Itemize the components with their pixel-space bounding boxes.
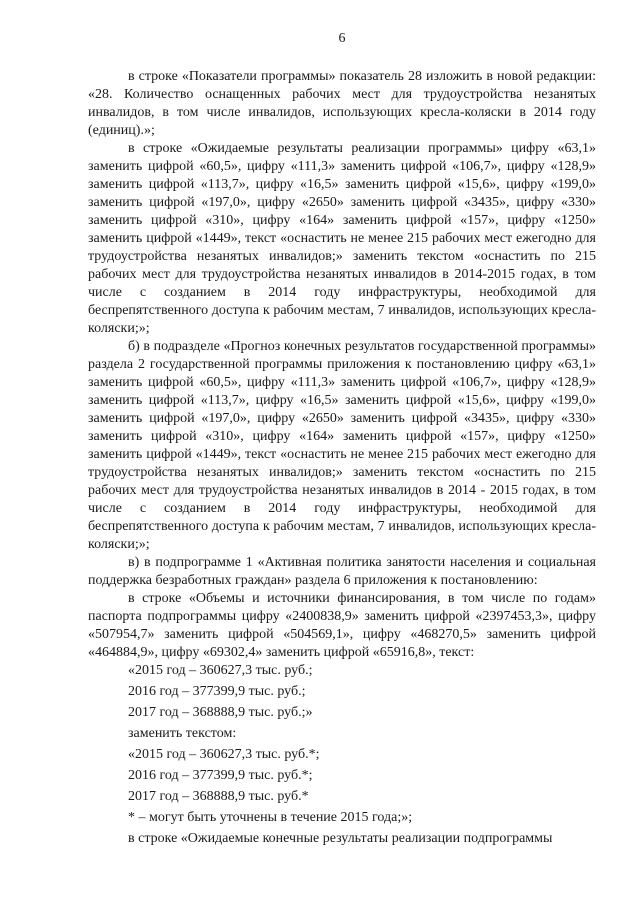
old-text-line-2016: 2016 год – 377399,9 тыс. руб.; [128, 684, 306, 699]
paragraph-final: в строке «Ожидаемые конечные результаты реализации подпрограммы [128, 831, 553, 846]
footnote-line: * – могут быть уточнены в течение 2015 года;»; [128, 810, 413, 825]
old-text-line-2017: 2017 год – 368888,9 тыс. руб.;» [128, 705, 313, 720]
new-text-line-2015: «2015 год – 360627,3 тыс. руб.*; [128, 747, 320, 762]
new-text-line-2017: 2017 год – 368888,9 тыс. руб.* [128, 789, 309, 804]
paragraph-v-subprogram: в) в подпрограмме 1 «Активная политика занятости населения и социальная поддержка безработных граждан» раздела 6 приложения к постановлению: [88, 555, 596, 588]
replace-label: заменить текстом: [128, 726, 237, 741]
paragraph-expected-results: в строке «Ожидаемые результаты реализации программы» цифру «63,1» заменить цифрой «60,5», цифру «111,3» заменить цифрой «106,7», цифру «128,9» заменить цифрой «113,7», цифру «16,5» заменить цифрой «15,6», цифру «199,0» заменить цифрой «197,0», цифру «2650» заменить цифрой «3435», цифру «330» заменить цифрой «310», цифру «164» заменить цифрой «157», цифру «1250» заменить цифрой «1449», текст «оснастить не менее 215 рабочих мест ежегодно для трудоустройства незанятых инвалидов;» заменить текстом «оснастить по 215 рабочих мест для трудоустройства незанятых инвалидов в 2014-2015 годах, в том числе с созданием в 2014 году инфраструктуры, необходимой для беспрепятственного доступа к рабочим местам, 7 инвалидов, использующих кресла-коляски;»; [88, 141, 596, 336]
paragraph-b-forecast: б) в подразделе «Прогноз конечных результатов государственной программы» раздела 2 государственной программы приложения к постановлению цифру «63,1» заменить цифрой «60,5», цифру «111,3» заменить цифрой «106,7», цифру «128,9» заменить цифрой «113,7», цифру «16,5» заменить цифрой «15,6», цифру «199,0» заменить цифрой «197,0», цифру «2650» заменить цифрой «3435», цифру «330» заменить цифрой «310», цифру «164» заменить цифрой «157», цифру «1250» заменить цифрой «1449», текст «оснастить не менее 215 рабочих мест ежегодно для трудоустройства незанятых инвалидов;» заменить текстом «оснастить по 215 рабочих мест для трудоустройства незанятых инвалидов в 2014 - 2015 годах, в том числе с созданием в 2014 году инфраструктуры, необходимой для беспрепятственного доступа к рабочим местам, 7 инвалидов, использующих кресла-коляски;»; [88, 339, 596, 552]
paragraph-funding: в строке «Объемы и источники финансирования, в том числе по годам» паспорта подпрограммы цифру «2400838,9» заменить цифрой «2397453,3», цифру «507954,7» заменить цифрой «504569,1», цифру «468270,5» заменить цифрой «464884,9», цифру «69302,4» заменить цифрой «65916,8», текст: [88, 591, 596, 660]
page-number: 6 [338, 31, 346, 46]
paragraph-indicators: в строке «Показатели программы» показатель 28 изложить в новой редакции: «28. Количество оснащенных рабочих мест для трудоустройства незанятых инвалидов, в том числе инвалидов, использующих кресла-коляски в 2014 году (единиц).»; [88, 69, 596, 138]
old-text-line-2015: «2015 год – 360627,3 тыс. руб.; [128, 663, 313, 678]
new-text-line-2016: 2016 год – 377399,9 тыс. руб.*; [128, 768, 313, 783]
